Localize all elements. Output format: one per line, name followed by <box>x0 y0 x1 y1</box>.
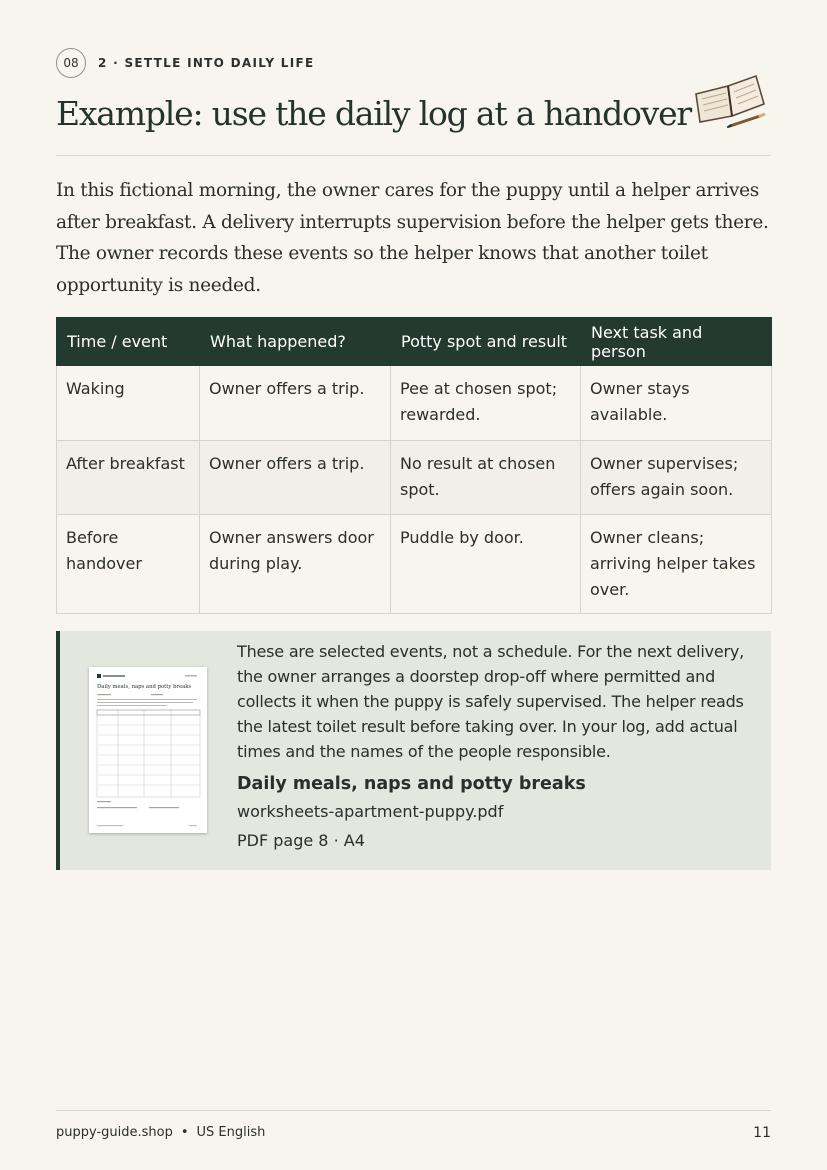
table-cell: Waking <box>57 366 200 441</box>
column-header: What happened? <box>200 318 391 366</box>
footer-site[interactable]: puppy-guide.shop <box>56 1125 173 1140</box>
table-row <box>57 441 772 515</box>
daily-log-table <box>56 317 772 614</box>
column-header: Time / event <box>57 318 200 366</box>
page-title: Example: use the daily log at a handover <box>56 94 692 133</box>
worksheet-filename[interactable]: worksheets-apartment-puppy.pdf <box>237 802 504 821</box>
footer-language: US English <box>196 1125 266 1140</box>
page-number: 11 <box>753 1125 771 1141</box>
footer-divider <box>56 1110 771 1111</box>
table-cell: Owner answers door during play. <box>200 515 391 614</box>
callout-body <box>237 639 767 850</box>
worksheet-title: Daily meals, naps and potty breaks <box>237 774 586 794</box>
open-book-pencil-icon <box>690 72 770 128</box>
table-cell: Owner cleans; arriving helper takes over. <box>581 515 772 614</box>
table-header-row <box>57 318 772 366</box>
worksheet-callout <box>56 631 771 870</box>
table-row <box>57 366 772 441</box>
table-cell: Owner offers a trip. <box>200 441 391 515</box>
intro-paragraph: In this fictional morning, the owner cares for the puppy until a helper arrives after breakfast. A delivery interrupts supervision before the helper gets there. The owner records these events so the helper knows that another toilet opportunity is needed. <box>56 180 769 296</box>
table-cell: After breakfast <box>57 441 200 515</box>
table-cell: Owner offers a trip. <box>200 366 391 441</box>
table-cell: Owner stays available. <box>581 366 772 441</box>
table-row <box>57 515 772 614</box>
column-header: Next task and person <box>581 318 772 366</box>
table-cell: Owner supervises; offers again soon. <box>581 441 772 515</box>
footer-info <box>56 1125 265 1140</box>
page-badge: 08 <box>56 48 86 78</box>
table-cell: Before handover <box>57 515 200 614</box>
title-divider <box>56 155 771 156</box>
footer-separator: • <box>180 1125 189 1140</box>
page-header <box>56 48 315 78</box>
table-cell: Puddle by door. <box>391 515 581 614</box>
thumbnail-title: Daily meals, naps and potty breaks <box>97 684 192 690</box>
worksheet-thumbnail[interactable] <box>89 667 207 833</box>
worksheet-page-info: PDF page 8 · A4 <box>237 831 365 850</box>
table-cell: Pee at chosen spot; rewarded. <box>391 366 581 441</box>
callout-text: These are selected events, not a schedule. For the next delivery, the owner arranges a doorstep drop-off where permitted and collects it when the puppy is safely supervised. The helper reads the latest toilet result before taking over. In your log, add actual times and the names of the people responsible. <box>237 642 745 761</box>
column-header: Potty spot and result <box>391 318 581 366</box>
table-cell: No result at chosen spot. <box>391 441 581 515</box>
section-label: 2 · SETTLE INTO DAILY LIFE <box>98 56 315 70</box>
